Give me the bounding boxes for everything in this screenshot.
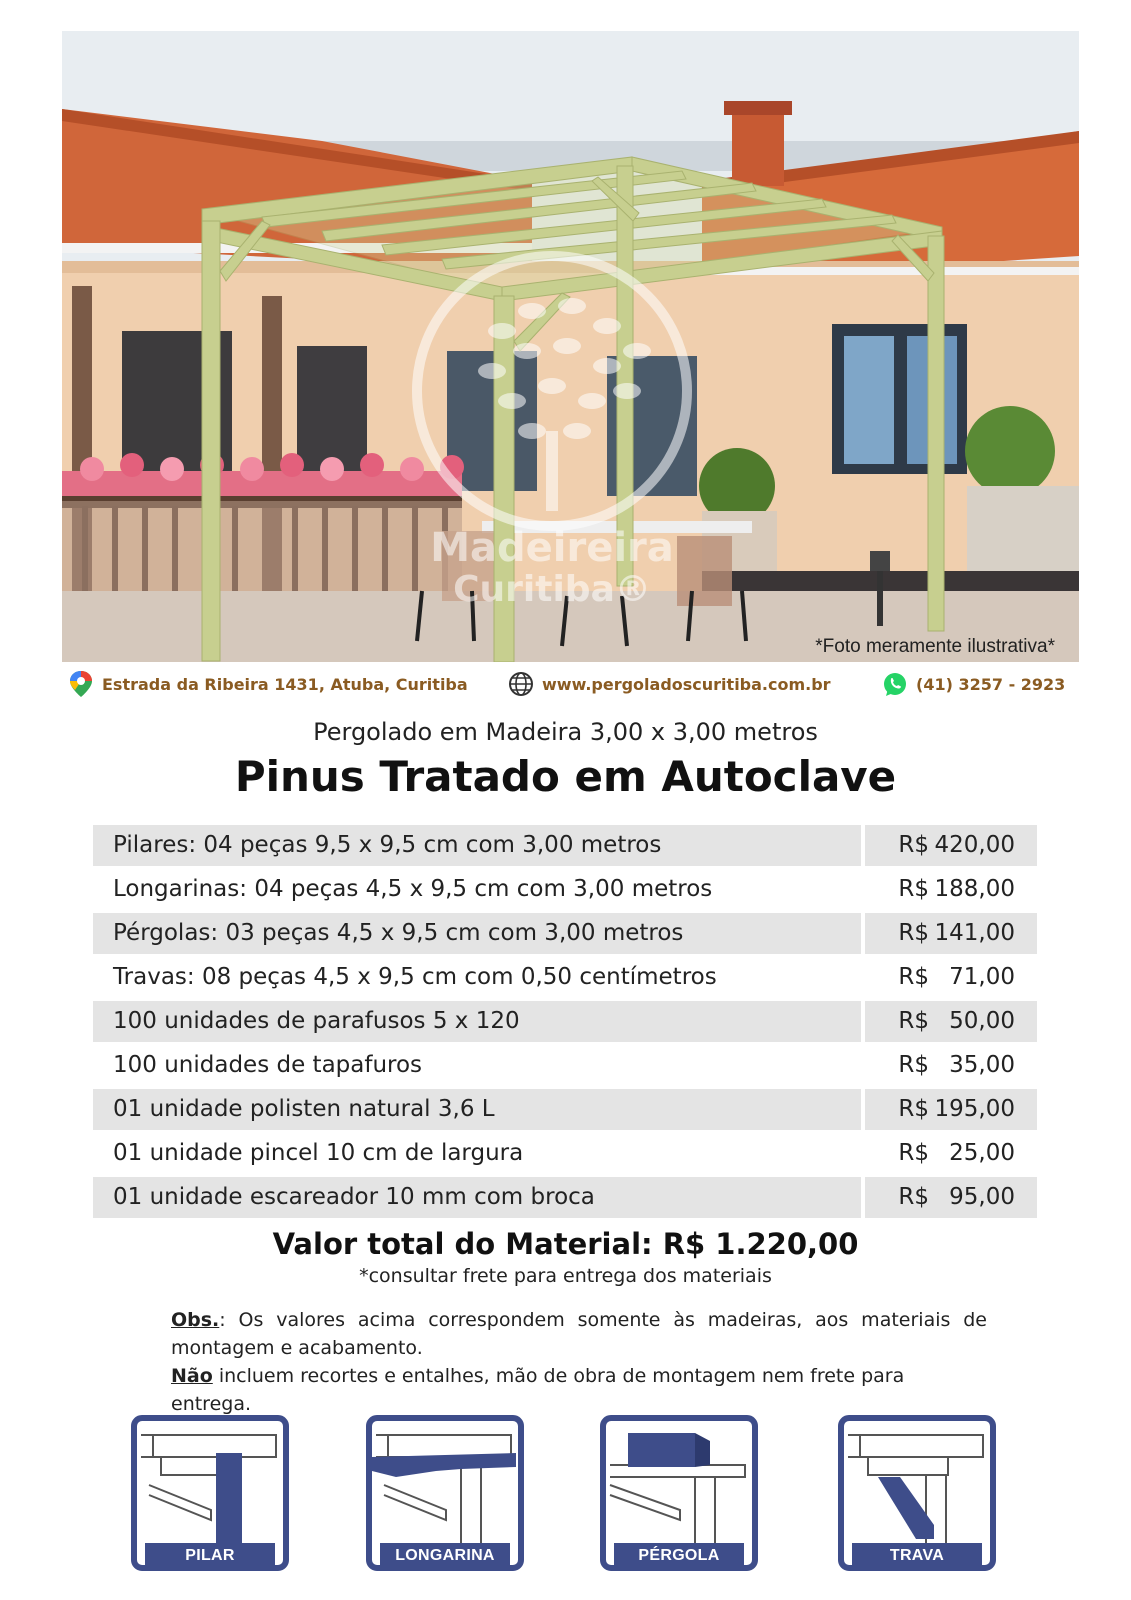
currency-label: R$	[898, 920, 929, 946]
currency-label: R$	[898, 1140, 929, 1166]
phone-item[interactable]	[882, 668, 1065, 700]
total-value: Valor total do Material: R$ 1.220,00	[272, 1227, 859, 1261]
photo-disclaimer: *Foto meramente ilustrativa*	[815, 636, 1055, 657]
item-price: 50,00	[949, 1008, 1015, 1034]
observations	[171, 1306, 987, 1418]
table-row	[93, 913, 1037, 954]
obs-not-text: incluem recortes e entalhes, mão de obra de montagem nem frete para entrega.	[171, 1365, 905, 1415]
table-row	[93, 869, 1037, 910]
obs-not-label: Não	[171, 1365, 213, 1387]
item-price-cell	[865, 825, 1037, 866]
contact-bar	[64, 668, 1068, 700]
address-text: Estrada da Ribeira 1431, Atuba, Curitiba	[102, 674, 468, 694]
table-row	[93, 1045, 1037, 1086]
address-item[interactable]	[68, 668, 468, 700]
diagram-pilar	[131, 1415, 289, 1571]
item-description: 01 unidade pincel 10 cm de largura	[113, 1140, 524, 1166]
item-price: 420,00	[934, 832, 1015, 858]
currency-label: R$	[898, 832, 929, 858]
item-price: 35,00	[949, 1052, 1015, 1078]
item-description: Pilares: 04 peças 9,5 x 9,5 cm com 3,00 metros	[93, 825, 861, 866]
diagram-label: TRAVA	[889, 1547, 945, 1564]
item-description: Travas: 08 peças 4,5 x 9,5 cm com 0,50 centímetros	[113, 964, 717, 990]
website-text: www.pergoladoscuritiba.com.br	[542, 674, 831, 694]
item-price-cell	[865, 1133, 1037, 1174]
map-pin-icon	[68, 670, 94, 698]
table-row	[93, 1089, 1037, 1130]
item-price-cell	[865, 1177, 1037, 1218]
currency-label: R$	[898, 964, 929, 990]
table-row	[93, 1177, 1037, 1218]
item-price: 25,00	[949, 1140, 1015, 1166]
table-row	[93, 1133, 1037, 1174]
table-row	[93, 957, 1037, 998]
diagram-label: PILAR	[185, 1547, 235, 1564]
diagram-label: LONGARINA	[395, 1547, 495, 1564]
product-title: Pinus Tratado em Autoclave	[234, 752, 897, 801]
price-table	[93, 825, 1037, 1221]
hero-photo	[62, 31, 1079, 662]
item-price-cell	[865, 869, 1037, 910]
item-description: 100 unidades de tapafuros	[113, 1052, 423, 1078]
diagram-trava	[838, 1415, 996, 1571]
item-description: Longarinas: 04 peças 4,5 x 9,5 cm com 3,00 metros	[113, 876, 713, 902]
item-price-cell	[865, 913, 1037, 954]
watermark-line2: Curitiba®	[453, 569, 651, 610]
item-price-cell	[865, 1001, 1037, 1042]
watermark-line1: Madeireira	[430, 525, 674, 571]
obs-label: Obs.	[171, 1309, 220, 1331]
item-description: 100 unidades de parafusos 5 x 120	[93, 1001, 861, 1042]
item-price: 141,00	[934, 920, 1015, 946]
currency-label: R$	[898, 1008, 929, 1034]
item-price: 95,00	[949, 1184, 1015, 1210]
pergola-illustration	[62, 31, 1079, 662]
table-row	[93, 1001, 1037, 1042]
obs-text: : Os valores acima correspondem somente às madeiras, aos materiais de montagem e acabamento.	[171, 1309, 987, 1359]
currency-label: R$	[898, 1052, 929, 1078]
freight-note: *consultar frete para entrega dos materiais	[359, 1265, 772, 1287]
item-price-cell	[865, 1045, 1037, 1086]
item-price-cell	[865, 957, 1037, 998]
item-description: 01 unidade polisten natural 3,6 L	[93, 1089, 861, 1130]
currency-label: R$	[898, 876, 929, 902]
item-description: Pérgolas: 03 peças 4,5 x 9,5 cm com 3,00 metros	[93, 913, 861, 954]
diagram-label: PÉRGOLA	[638, 1547, 720, 1564]
item-price: 195,00	[934, 1096, 1015, 1122]
item-description: 01 unidade escareador 10 mm com broca	[93, 1177, 861, 1218]
currency-label: R$	[898, 1096, 929, 1122]
table-row	[93, 825, 1037, 866]
item-price: 71,00	[949, 964, 1015, 990]
diagram-longarina	[366, 1415, 524, 1571]
diagram-pergola	[600, 1415, 758, 1571]
item-price: 188,00	[934, 876, 1015, 902]
currency-label: R$	[898, 1184, 929, 1210]
website-item[interactable]	[508, 668, 831, 700]
product-subtitle: Pergolado em Madeira 3,00 x 3,00 metros	[313, 718, 818, 746]
globe-icon	[508, 670, 534, 698]
item-price-cell	[865, 1089, 1037, 1130]
phone-text: (41) 3257 - 2923	[916, 674, 1066, 694]
whatsapp-icon	[882, 670, 908, 698]
